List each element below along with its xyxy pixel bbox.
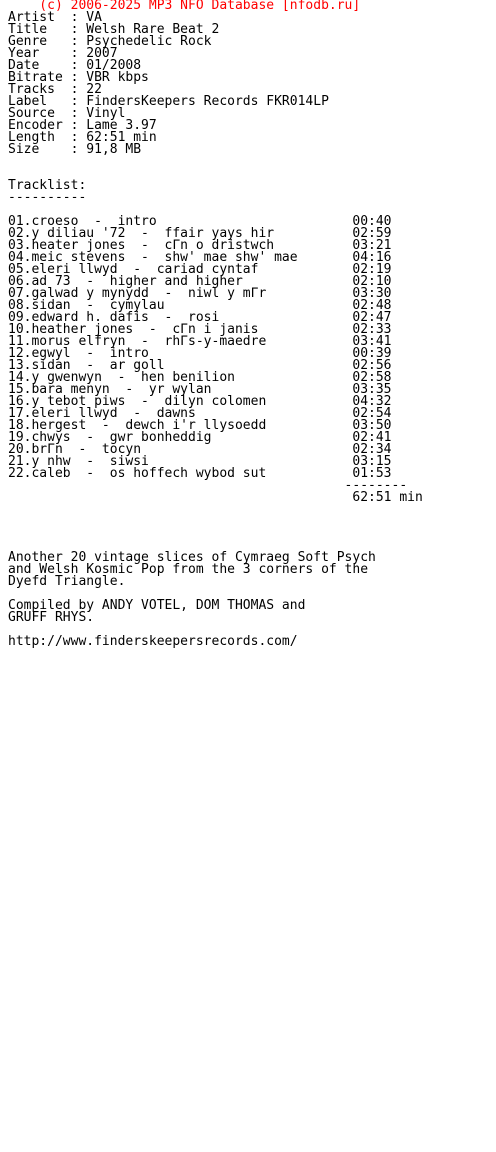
track-line: 03.heater jones - cΓn o dristwch 03:21 xyxy=(8,238,392,253)
tracklist xyxy=(8,216,423,480)
track-line: 17.eleri llwyd - dawns 02:54 xyxy=(8,406,392,421)
track-line: 13.sidan - ar goll 02:56 xyxy=(8,358,392,373)
track-line: 15.bara menyn - yr wylan 03:35 xyxy=(8,382,392,397)
track-line: 05.eleri llwyd - cariad cyntaf 02:19 xyxy=(8,262,392,277)
track-line: 19.chwys - gwr bonheddig 02:41 xyxy=(8,430,392,445)
note-line: GRUFF RHYS. xyxy=(8,610,95,625)
info-line: Source : Vinyl xyxy=(8,106,126,121)
info-line: Length : 62:51 min xyxy=(8,130,157,145)
track-line: 10.heather jones - cΓn i janis 02:33 xyxy=(8,322,392,337)
track-line: 18.hergest - dewch i'r llysoedd 03:50 xyxy=(8,418,392,433)
track-line: 12.egwyl - intro 00:39 xyxy=(8,346,392,361)
track-line: 21.y nhw - siwsi 03:15 xyxy=(8,454,392,469)
release-info xyxy=(8,12,423,216)
info-line: Title : Welsh Rare Beat 2 xyxy=(8,22,220,37)
info-line: Genre : Psychedelic Rock xyxy=(8,34,212,49)
track-line: 04.meic stevens - shw' mae shw' mae 04:16 xyxy=(8,250,392,265)
info-line: Label : FindersKeepers Records FKR014LP xyxy=(8,94,329,109)
info-line: Year : 2007 xyxy=(8,46,118,61)
track-line: 22.caleb - os hoffech wybod sut 01:53 xyxy=(8,466,392,481)
track-line: 09.edward h. dafis - rosi 02:47 xyxy=(8,310,392,325)
info-line: ---------- xyxy=(8,190,87,205)
note-line: Another 20 vintage slices of Cymraeg Soft Psych xyxy=(8,550,376,565)
note-line: Compiled by ANDY VOTEL, DOM THOMAS and xyxy=(8,598,306,613)
track-line: 07.galwad y mynydd - niwl y mΓr 03:30 xyxy=(8,286,392,301)
total-line: -------- xyxy=(8,478,408,493)
note-line xyxy=(8,504,423,516)
info-line: Date : 01/2008 xyxy=(8,58,142,73)
track-line: 14.y gwenwyn - hen benilion 02:58 xyxy=(8,370,392,385)
info-line: Encoder : Lame 3.97 xyxy=(8,118,157,133)
track-line: 02.y diliau '72 - ffair yays hir 02:59 xyxy=(8,226,392,241)
info-line xyxy=(8,156,423,168)
total-line: 62:51 min xyxy=(8,490,423,505)
info-line: Artist : VA xyxy=(8,10,102,25)
note-line: Dyefd Triangle. xyxy=(8,574,126,589)
nfo-text xyxy=(8,0,423,648)
nfodb-copyright-header[interactable]: (c) 2006-2025 MP3 NFO Database [nfodb.ru] xyxy=(8,0,361,13)
track-line: 11.morus elfryn - rhΓs-y-maedre 03:41 xyxy=(8,334,392,349)
track-line: 08.sidan - cymylau 02:48 xyxy=(8,298,392,313)
note-line: and Welsh Kosmic Pop from the 3 corners of the xyxy=(8,562,369,577)
track-line: 01.croeso - intro 00:40 xyxy=(8,214,392,229)
info-line: Size : 91,8 MB xyxy=(8,142,142,157)
track-line: 06.ad 73 - higher and higher 02:10 xyxy=(8,274,392,289)
note-line xyxy=(8,528,423,540)
track-line: 20.brΓn - tocyn 02:34 xyxy=(8,442,392,457)
info-line: Bitrate : VBR kbps xyxy=(8,70,149,85)
track-line: 16.y tebot piws - dilyn colomen 04:32 xyxy=(8,394,392,409)
tracklist-total xyxy=(8,480,423,504)
note-line xyxy=(8,516,423,528)
info-line: Tracklist: xyxy=(8,178,87,193)
info-line: Tracks : 22 xyxy=(8,82,102,97)
release-notes xyxy=(8,504,423,648)
note-line: http://www.finderskeepersrecords.com/ xyxy=(8,634,298,649)
